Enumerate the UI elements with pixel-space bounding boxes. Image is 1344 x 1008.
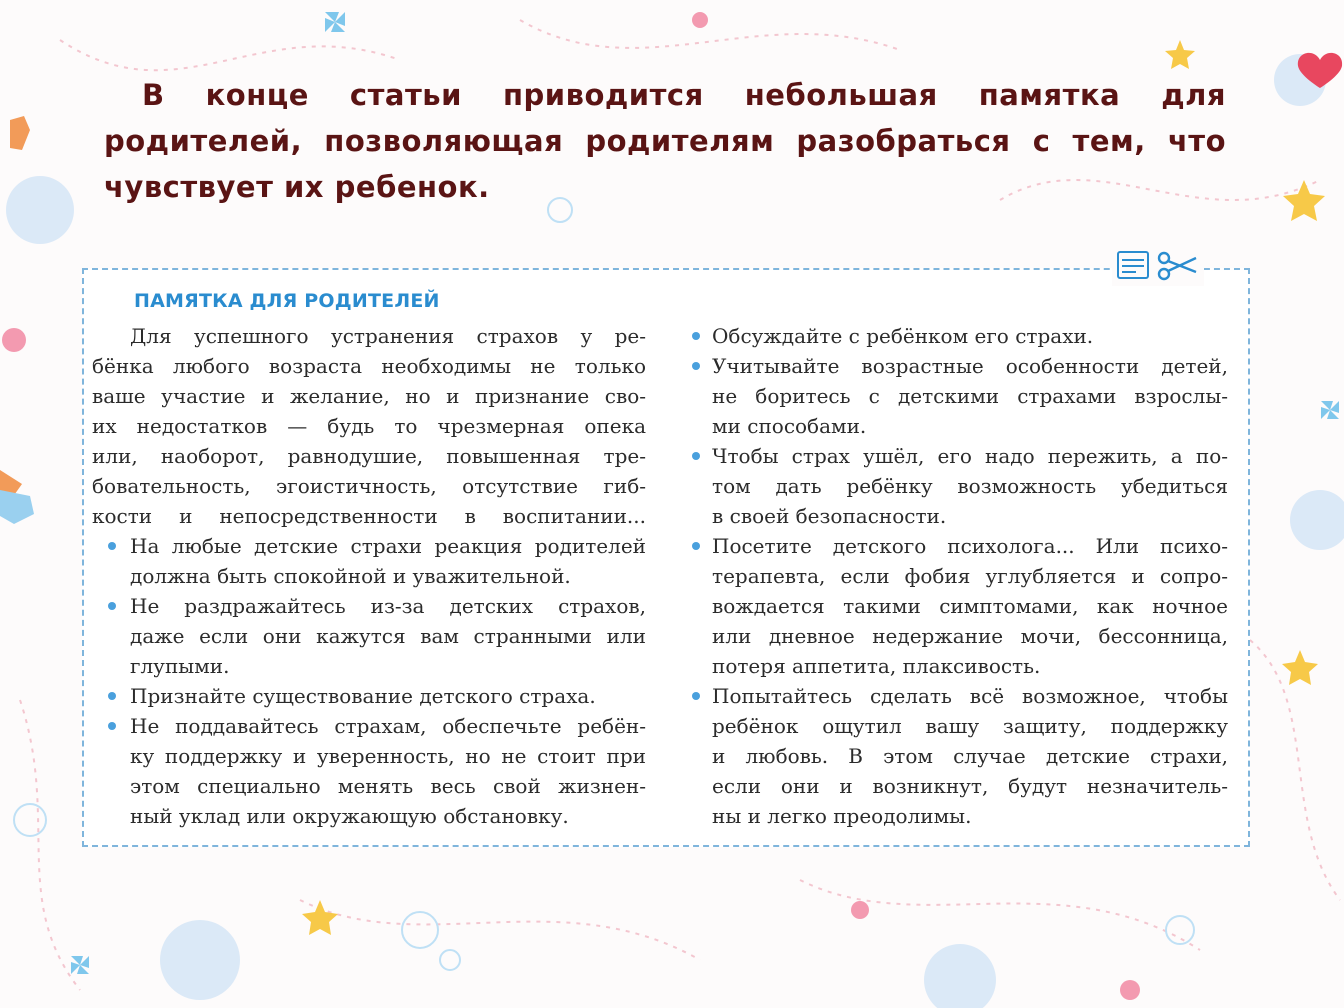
text-line: Учитывайте возрастные особенности детей, bbox=[712, 354, 1228, 378]
text-line: вождается такими симптомами, как ночное bbox=[712, 594, 1228, 618]
scissors-icon bbox=[1159, 253, 1196, 279]
text-line: терапевта, если фобия углубляется и сопро- bbox=[712, 564, 1228, 588]
text-line: ми способами. bbox=[712, 414, 867, 438]
text-line: их недостатков — будь то чрезмерная опека bbox=[92, 414, 646, 438]
memo-right-column bbox=[690, 321, 1228, 831]
bullet-icon bbox=[108, 602, 116, 610]
text-line: Обсуждайте с ребёнком его страхи. bbox=[712, 324, 1094, 348]
text-line: ку поддержку и уверенность, но не стоит при bbox=[130, 744, 646, 768]
text-line: этом специально менять весь свой жизнен- bbox=[130, 774, 646, 798]
text-line: бовательность, эгоистичность, отсутствие гиб- bbox=[92, 474, 646, 498]
memo-intro-paragraph bbox=[92, 321, 646, 531]
text-line: даже если они кажутся вам странными или bbox=[130, 624, 646, 648]
printer-icon bbox=[1118, 252, 1148, 278]
card-icons bbox=[1112, 246, 1204, 286]
bullet-icon bbox=[692, 542, 700, 550]
bullet-icon bbox=[692, 452, 700, 460]
text-line: Признайте существование детского страха. bbox=[130, 684, 596, 708]
text-line: должна быть спокойной и уважительной. bbox=[130, 564, 571, 588]
star-icon bbox=[1282, 650, 1318, 685]
intro-line-2: позволяющая родителям разобраться с тем, что чувствует их bbox=[104, 124, 1226, 204]
pinwheel-icon bbox=[71, 956, 89, 974]
text-line: и любовь. В этом случае детские страхи, bbox=[712, 744, 1228, 768]
text-line: Чтобы страх ушёл, его надо пережить, а по- bbox=[712, 444, 1228, 468]
list-item bbox=[690, 531, 1228, 681]
list-item bbox=[92, 531, 646, 591]
text-line: если они и возникнут, будут незначитель- bbox=[712, 774, 1228, 798]
text-line: ваше участие и желание, но и признание сво- bbox=[92, 384, 646, 408]
bullet-icon bbox=[108, 542, 116, 550]
star-icon bbox=[302, 900, 338, 935]
pinwheel-icon bbox=[1321, 401, 1339, 419]
text-line: ребёнок ощутил вашу защиту, поддержку bbox=[712, 714, 1228, 738]
text-line: или дневное недержание мочи, бессонница, bbox=[712, 624, 1228, 648]
text-line: глупыми. bbox=[130, 654, 230, 678]
list-item bbox=[92, 681, 646, 711]
star-icon bbox=[1283, 180, 1325, 221]
text-line: ны и легко преодолимы. bbox=[712, 804, 972, 828]
text-line: Для успешного устранения страхов у ре- bbox=[130, 324, 646, 348]
text-line: в своей безопасности. bbox=[712, 504, 947, 528]
text-line: Посетите детского психолога... Или психо- bbox=[712, 534, 1228, 558]
text-line: или, наоборот, равнодушие, повышенная тре- bbox=[92, 444, 646, 468]
text-line: том дать ребёнку возможность убедиться bbox=[712, 474, 1228, 498]
text-line: Попытайтесь сделать всё возможное, чтобы bbox=[712, 684, 1228, 708]
list-item bbox=[690, 441, 1228, 531]
intro-line-1: В конце статьи приводится небольшая памятка для родителей, bbox=[104, 78, 1226, 158]
memo-title: ПАМЯТКА ДЛЯ РОДИТЕЛЕЙ bbox=[134, 290, 440, 312]
intro-paragraph bbox=[104, 72, 1226, 210]
list-item bbox=[690, 321, 1228, 351]
text-line: кости и непосредственности в воспитании... bbox=[92, 504, 646, 528]
text-line: Не поддавайтесь страхам, обеспечьте ребён- bbox=[130, 714, 646, 738]
text-line: Не раздражайтесь из-за детских страхов, bbox=[130, 594, 646, 618]
pinwheel-icon bbox=[325, 12, 345, 32]
list-item bbox=[92, 711, 646, 831]
bullet-icon bbox=[692, 692, 700, 700]
bullet-icon bbox=[692, 332, 700, 340]
list-item bbox=[690, 681, 1228, 831]
bullet-icon bbox=[108, 692, 116, 700]
text-line: ный уклад или окружающую обстановку. bbox=[130, 804, 569, 828]
text-line: потеря аппетита, плаксивость. bbox=[712, 654, 1041, 678]
list-item bbox=[690, 351, 1228, 441]
list-item bbox=[92, 591, 646, 681]
text-line: не боритесь с детскими страхами взрослы- bbox=[712, 384, 1228, 408]
memo-left-column bbox=[92, 321, 646, 831]
intro-line-3: ребенок. bbox=[334, 170, 490, 204]
bullet-icon bbox=[108, 722, 116, 730]
star-icon bbox=[1165, 40, 1195, 69]
text-line: На любые детские страхи реакция родителей bbox=[130, 534, 646, 558]
text-line: бёнка любого возраста необходимы не только bbox=[92, 354, 646, 378]
bullet-icon bbox=[692, 362, 700, 370]
